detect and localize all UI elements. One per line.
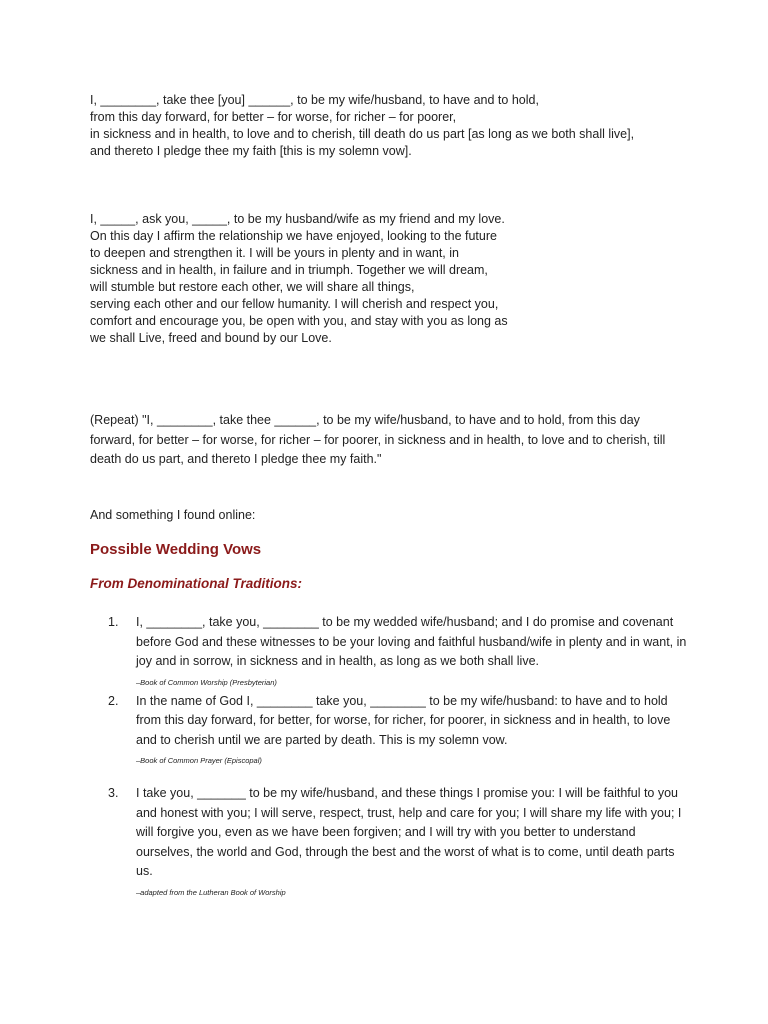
vow-line: will stumble but restore each other, we will share all things, [90, 280, 415, 294]
section-heading: Possible Wedding Vows [90, 541, 262, 558]
vow-line: to deepen and strengthen it. I will be yours in plenty and in want, in [90, 246, 459, 260]
vow-line: we shall Live, freed and bound by our Love. [90, 331, 332, 345]
vow-line: On this day I affirm the relationship we have enjoyed, looking to the future [90, 229, 497, 243]
vow-friend-and-love [90, 211, 508, 347]
list-item-text: In the name of God I, ________ take you, ________ to be my wife/husband: to have and to hold from this day forward, for better, for worse, for richer, for poorer, in sickness and in health, to love and to cherish until we are parted by death. This is my solemn vow. [136, 693, 671, 747]
list-item-text: I take you, _______ to be my wife/husband, and these things I promise you: I will be faithful to you and honest with you; I will serve, respect, trust, help and care for you; I will share my life with you; I will forgive you, even as we have been forgiven; and I will try with you better to understand ourselves, the world and God, through the best and the worst of what is to come, until death parts us. [136, 786, 682, 878]
vow-repeat: (Repeat) "I, ________, take thee ______, to be my wife/husband, to have and to hold, from this day forward, for better – for worse, for richer – for poorer, in sickness and in health, to love and to cherish, till death do us part, and thereto I pledge thee my faith." [90, 413, 666, 466]
vow-line: I, ________, take thee [you] ______, to be my wife/husband, to have and to hold, [90, 93, 539, 107]
vow-line: I, _____, ask you, _____, to be my husband/wife as my friend and my love. [90, 212, 505, 226]
list-item-source: –Book of Common Prayer (Episcopal) [136, 756, 262, 765]
vow-traditional [90, 92, 634, 160]
vow-line: serving each other and our fellow humanity. I will cherish and respect you, [90, 297, 499, 311]
list-item [108, 784, 688, 898]
list-number: 2. [108, 693, 119, 708]
intro-text: And something I found online: [90, 508, 256, 522]
list-item-source: –adapted from the Lutheran Book of Worship [136, 887, 286, 897]
vow-list [108, 613, 688, 898]
list-item [108, 613, 688, 688]
list-item [108, 692, 688, 767]
vow-line: from this day forward, for better – for worse, for richer – for poorer, [90, 110, 457, 124]
list-number: 3. [108, 786, 119, 800]
vow-line: sickness and in health, in failure and in triumph. Together we will dream, [90, 263, 488, 277]
list-item-source: –Book of Common Worship (Presbyterian) [136, 677, 277, 687]
vow-line: in sickness and in health, to love and to cherish, till death do us part [as long as we both shall live], [90, 127, 635, 141]
vow-line: comfort and encourage you, be open with you, and stay with you as long as [90, 314, 508, 328]
list-number: 1. [108, 615, 119, 629]
vow-line: and thereto I pledge thee my faith [this is my solemn vow]. [90, 144, 412, 158]
section-subheading: From Denominational Traditions: [90, 576, 303, 591]
list-item-text: I, ________, take you, ________ to be my wedded wife/husband; and I do promise and covenant before God and these witnesses to be your loving and faithful husband/wife in plenty and in want, in joy and in sorrow, in sickness and in health, as long as we both shall live. [136, 615, 687, 668]
